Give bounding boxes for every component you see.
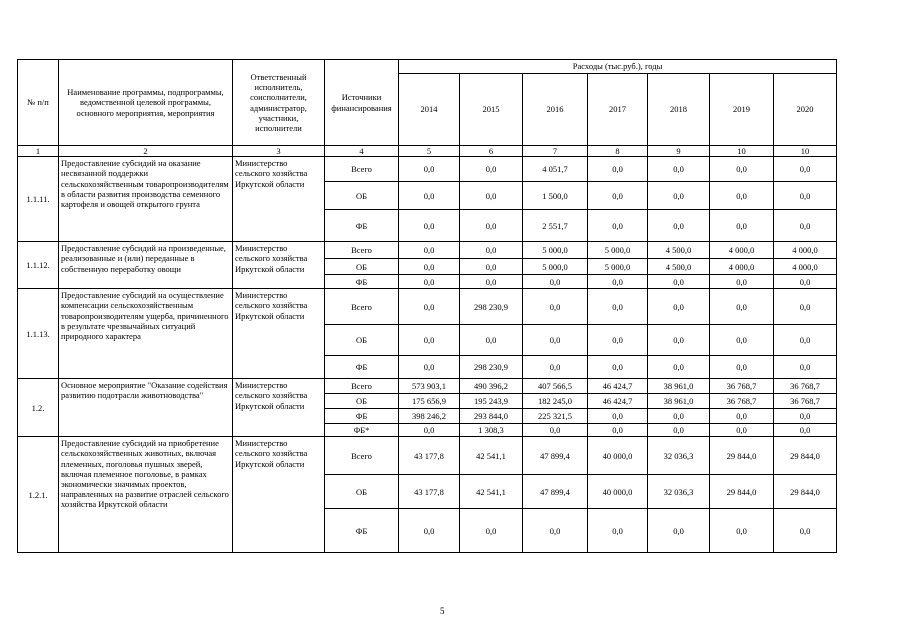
amount-cell: 0,0 [399,424,460,437]
amount-cell: 195 243,9 [460,394,523,409]
amount-cell: 4 500,0 [648,242,710,259]
amount-cell: 0,0 [523,275,588,289]
amount-cell: 0,0 [523,424,588,437]
amount-cell: 0,0 [588,157,648,182]
amount-cell: 0,0 [774,409,837,424]
amount-cell: 0,0 [710,325,774,356]
funding-source: ОБ [325,259,399,275]
amount-cell: 0,0 [399,242,460,259]
amount-cell: 0,0 [588,325,648,356]
amount-cell: 0,0 [648,424,710,437]
amount-cell: 0,0 [523,289,588,325]
header-responsible: Ответственный исполнитель, соисполнители, администратор, участники, исполнители [233,60,325,146]
amount-cell: 0,0 [399,289,460,325]
amount-cell: 4 000,0 [710,242,774,259]
amount-cell: 293 844,0 [460,409,523,424]
funding-source: Всего [325,157,399,182]
amount-cell: 4 000,0 [774,259,837,275]
amount-cell: 0,0 [774,210,837,242]
amount-cell: 0,0 [588,182,648,210]
amount-cell: 0,0 [399,157,460,182]
amount-cell: 36 768,7 [774,379,837,394]
table-row [18,289,837,325]
amount-cell: 0,0 [399,275,460,289]
amount-cell: 0,0 [774,289,837,325]
funding-source: ФБ [325,275,399,289]
column-number: 5 [399,146,460,157]
amount-cell: 29 844,0 [710,475,774,509]
amount-cell: 0,0 [399,325,460,356]
amount-cell: 0,0 [648,325,710,356]
funding-source: ФБ [325,356,399,379]
amount-cell: 0,0 [648,157,710,182]
amount-cell: 0,0 [774,325,837,356]
amount-cell: 0,0 [588,409,648,424]
header-year: 2018 [648,74,710,146]
row-responsible: Министерство сельского хозяйства Иркутской области [233,379,325,437]
amount-cell: 225 321,5 [523,409,588,424]
row-name: Предоставление субсидий на произведенные, реализованные и (или) переданные в собственную переработку овощи [59,242,233,289]
amount-cell: 490 396,2 [460,379,523,394]
column-number: 2 [59,146,233,157]
amount-cell: 182 245,0 [523,394,588,409]
amount-cell: 0,0 [460,157,523,182]
amount-cell: 0,0 [774,182,837,210]
amount-cell: 47 899,4 [523,475,588,509]
amount-cell: 0,0 [774,157,837,182]
funding-source: ОБ [325,394,399,409]
amount-cell: 0,0 [774,275,837,289]
amount-cell: 0,0 [648,509,710,553]
funding-source: Всего [325,379,399,394]
amount-cell: 40 000,0 [588,437,648,475]
amount-cell: 4 000,0 [774,242,837,259]
amount-cell: 0,0 [460,182,523,210]
amount-cell: 38 961,0 [648,394,710,409]
amount-cell: 0,0 [523,509,588,553]
amount-cell: 46 424,7 [588,379,648,394]
amount-cell: 0,0 [648,275,710,289]
amount-cell: 298 230,9 [460,289,523,325]
amount-cell: 29 844,0 [774,475,837,509]
table-row [18,157,837,182]
amount-cell: 0,0 [460,210,523,242]
amount-cell: 0,0 [648,356,710,379]
amount-cell: 4 051,7 [523,157,588,182]
amount-cell: 5 000,0 [523,259,588,275]
funding-source: ФБ [325,210,399,242]
amount-cell: 46 424,7 [588,394,648,409]
amount-cell: 43 177,8 [399,475,460,509]
header-year: 2019 [710,74,774,146]
amount-cell: 398 246,2 [399,409,460,424]
amount-cell: 0,0 [648,409,710,424]
amount-cell: 42 541,1 [460,475,523,509]
column-number: 3 [233,146,325,157]
amount-cell: 175 656,9 [399,394,460,409]
column-number: 10 [774,146,837,157]
column-number: 1 [18,146,59,157]
amount-cell: 32 036,3 [648,437,710,475]
amount-cell: 42 541,1 [460,437,523,475]
row-number: 1.1.11. [18,157,59,242]
amount-cell: 573 903,1 [399,379,460,394]
amount-cell: 0,0 [399,259,460,275]
amount-cell: 298 230,9 [460,356,523,379]
column-number: 10 [710,146,774,157]
funding-source: ОБ [325,325,399,356]
amount-cell: 0,0 [710,356,774,379]
amount-cell: 0,0 [648,289,710,325]
funding-source: ФБ [325,509,399,553]
page-number: 5 [440,606,445,616]
amount-cell: 0,0 [588,210,648,242]
amount-cell: 0,0 [774,424,837,437]
amount-cell: 40 000,0 [588,475,648,509]
amount-cell: 0,0 [648,182,710,210]
amount-cell: 0,0 [399,182,460,210]
funding-source: ОБ [325,182,399,210]
row-number: 1.1.13. [18,289,59,379]
amount-cell: 0,0 [523,325,588,356]
funding-source: Всего [325,437,399,475]
header-year: 2014 [399,74,460,146]
row-number: 1.2. [18,379,59,437]
header-year: 2017 [588,74,648,146]
amount-cell: 36 768,7 [710,394,774,409]
funding-source: Всего [325,289,399,325]
header-name: Наименование программы, подпрограммы, ведомственной целевой программы, основного мероприятия, мероприятия [59,60,233,146]
header-year: 2016 [523,74,588,146]
amount-cell: 5 000,0 [588,242,648,259]
amount-cell: 2 551,7 [523,210,588,242]
amount-cell: 32 036,3 [648,475,710,509]
row-name: Предоставление субсидий на приобретение сельскохозяйственных животных, включая племенных, поголовья пушных зверей, включая племенное поголовье, в рамках экономически значимых проектов, направленных на развитие отраслей сельского хозяйства Иркутской области [59,437,233,553]
row-responsible: Министерство сельского хозяйства Иркутской области [233,437,325,553]
header-expenses: Расходы (тыс.руб.), годы [399,60,837,74]
row-name: Основное мероприятие "Оказание содействия развитию подотрасли животноводства" [59,379,233,437]
amount-cell: 407 566,5 [523,379,588,394]
amount-cell: 47 899,4 [523,437,588,475]
column-number: 6 [460,146,523,157]
amount-cell: 0,0 [774,509,837,553]
amount-cell: 0,0 [710,182,774,210]
amount-cell: 5 000,0 [588,259,648,275]
amount-cell: 0,0 [588,356,648,379]
amount-cell: 38 961,0 [648,379,710,394]
amount-cell: 29 844,0 [710,437,774,475]
amount-cell: 5 000,0 [523,242,588,259]
budget-table [17,59,837,553]
amount-cell: 0,0 [774,356,837,379]
row-name: Предоставление субсидий на осуществление компенсации сельскохозяйственным товаропроизводителям ущерба, причиненного в результате чрезвычайных ситуаций природного характера [59,289,233,379]
amount-cell: 0,0 [710,509,774,553]
amount-cell: 1 500,0 [523,182,588,210]
amount-cell: 0,0 [523,356,588,379]
amount-cell: 0,0 [588,509,648,553]
amount-cell: 0,0 [460,325,523,356]
amount-cell: 0,0 [588,275,648,289]
amount-cell: 0,0 [460,509,523,553]
amount-cell: 0,0 [399,356,460,379]
column-number: 4 [325,146,399,157]
header-year: 2020 [774,74,837,146]
amount-cell: 1 308,3 [460,424,523,437]
row-responsible: Министерство сельского хозяйства Иркутской области [233,157,325,242]
amount-cell: 0,0 [710,275,774,289]
amount-cell: 0,0 [710,289,774,325]
amount-cell: 0,0 [399,509,460,553]
amount-cell: 0,0 [460,242,523,259]
amount-cell: 0,0 [399,210,460,242]
amount-cell: 0,0 [710,424,774,437]
amount-cell: 0,0 [648,210,710,242]
amount-cell: 36 768,7 [710,379,774,394]
funding-source: ФБ* [325,424,399,437]
header-num: № п/п [18,60,59,146]
row-responsible: Министерство сельского хозяйства Иркутской области [233,242,325,289]
funding-source: ФБ [325,409,399,424]
header-year: 2015 [460,74,523,146]
amount-cell: 0,0 [460,259,523,275]
amount-cell: 0,0 [588,289,648,325]
funding-source: Всего [325,242,399,259]
amount-cell: 43 177,8 [399,437,460,475]
column-number: 7 [523,146,588,157]
row-number: 1.1.12. [18,242,59,289]
amount-cell: 36 768,7 [774,394,837,409]
table-row [18,379,837,394]
amount-cell: 0,0 [710,210,774,242]
amount-cell: 0,0 [710,157,774,182]
table-row [18,437,837,475]
amount-cell: 4 500,0 [648,259,710,275]
amount-cell: 0,0 [460,275,523,289]
table-row [18,242,837,259]
amount-cell: 29 844,0 [774,437,837,475]
column-number: 8 [588,146,648,157]
row-responsible: Министерство сельского хозяйства Иркутской области [233,289,325,379]
row-number: 1.2.1. [18,437,59,553]
funding-source: ОБ [325,475,399,509]
header-source: Источники финансирования [325,60,399,146]
amount-cell: 4 000,0 [710,259,774,275]
column-number: 9 [648,146,710,157]
row-name: Предоставление субсидий на оказание несвязанной поддержки сельскохозяйственным товаропроизводителям в области развития производства семенного картофеля и овощей открытого грунта [59,157,233,242]
amount-cell: 0,0 [710,409,774,424]
amount-cell: 0,0 [588,424,648,437]
